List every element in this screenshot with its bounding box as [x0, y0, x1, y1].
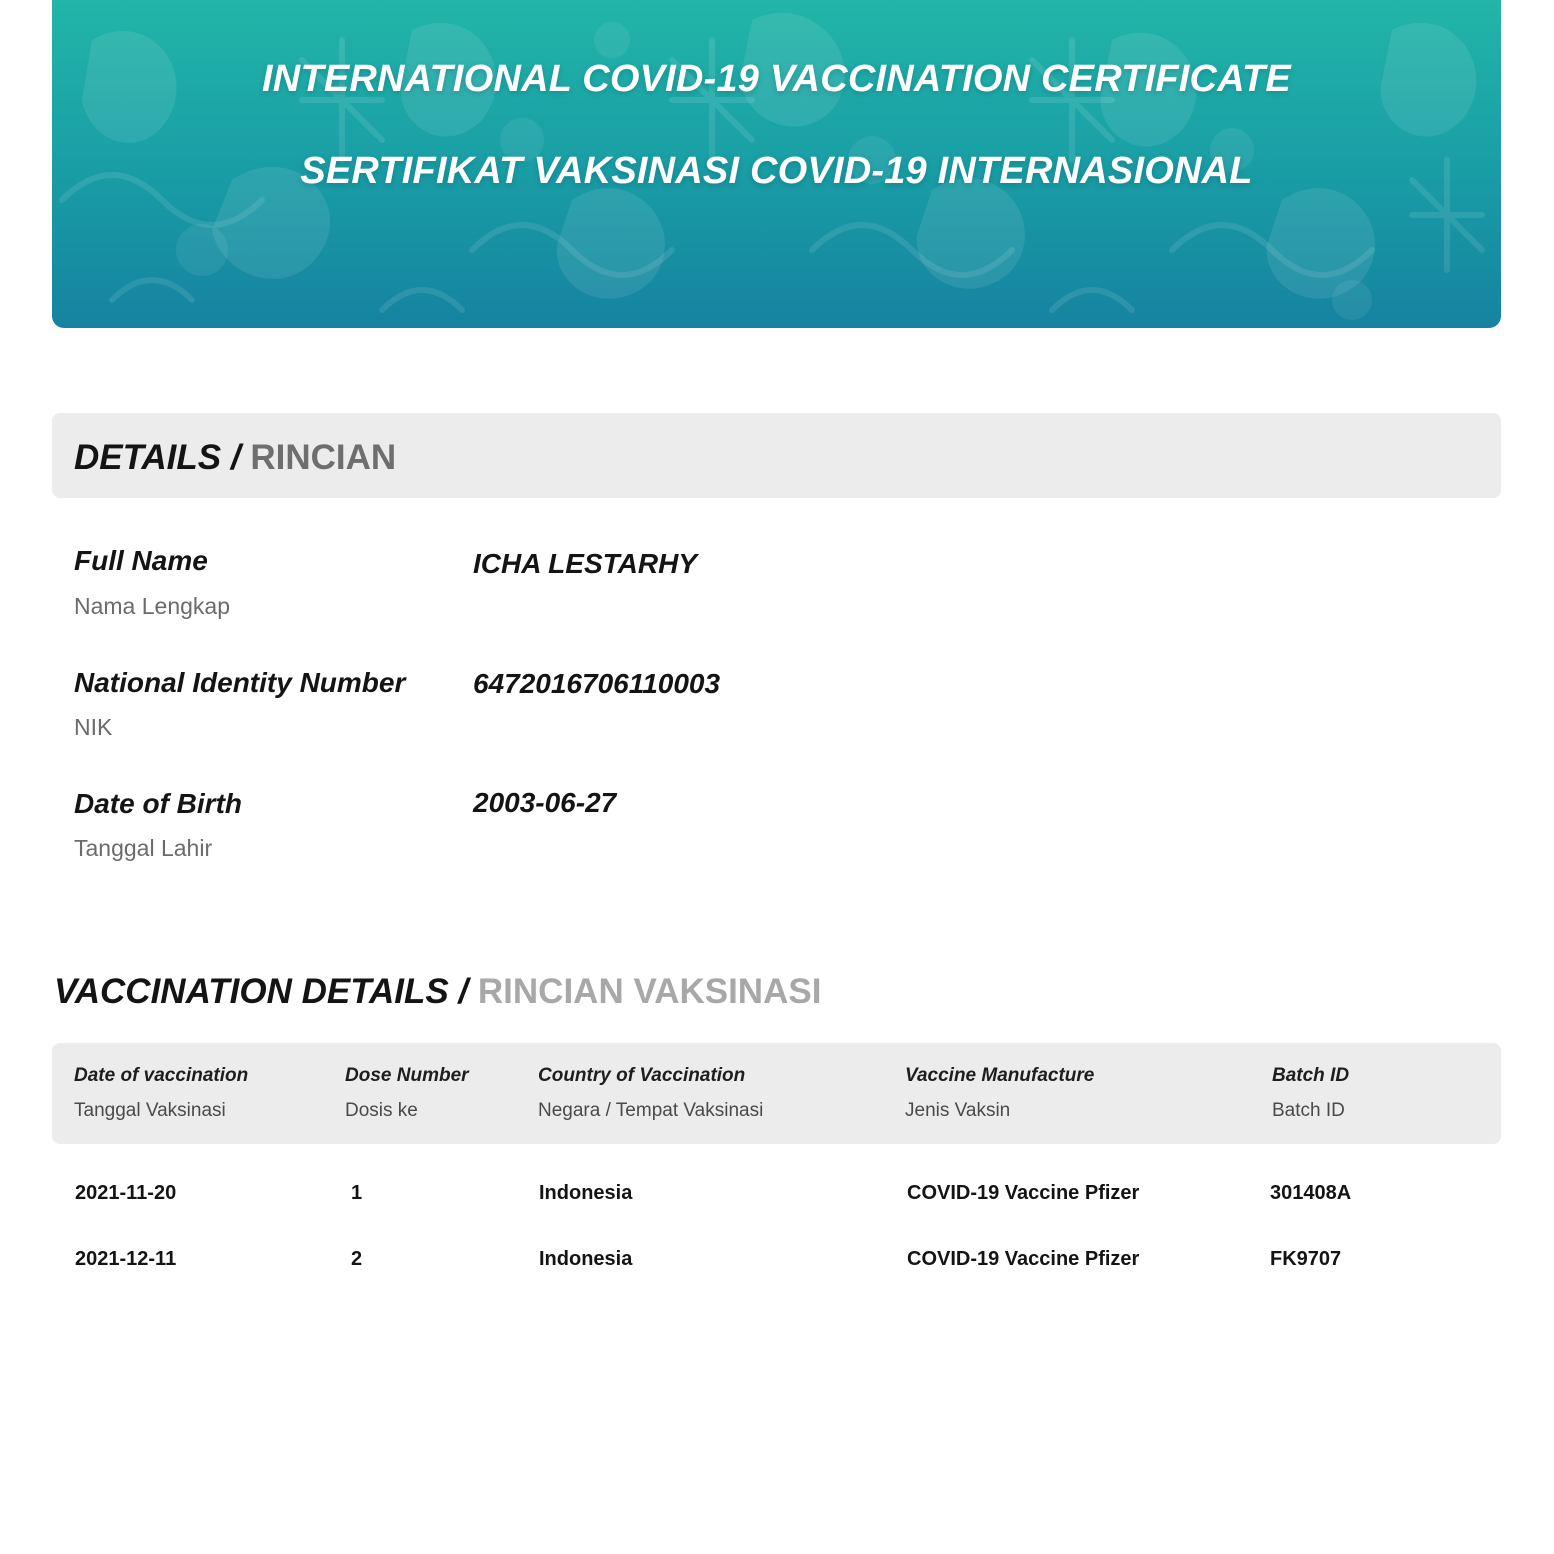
details-section-header [52, 413, 1501, 498]
details-heading-id: RINCIAN [250, 438, 397, 477]
column-header-batch [1272, 1065, 1349, 1122]
column-header-dose-id: Dosis ke [345, 1100, 418, 1121]
cell-dose: 1 [351, 1182, 363, 1204]
vaccination-heading [54, 972, 821, 1012]
column-header-batch-id: Batch ID [1272, 1100, 1345, 1121]
vaccination-heading-id: RINCIAN VAKSINASI [477, 972, 822, 1011]
cell-dose: 2 [351, 1248, 363, 1270]
column-header-date-id: Tanggal Vaksinasi [74, 1100, 226, 1121]
certificate-banner [52, 0, 1501, 328]
dob-value: 2003-06-27 [473, 787, 617, 818]
nik-value: 6472016706110003 [473, 668, 721, 699]
nik-sublabel: NIK [74, 714, 113, 740]
full-name-value: ICHA LESTARHY [473, 548, 697, 579]
details-heading [74, 438, 396, 478]
full-name-sublabel: Nama Lengkap [74, 593, 230, 619]
column-header-date-en: Date of vaccination [74, 1065, 249, 1086]
details-heading-en: DETAILS / [74, 438, 251, 477]
certificate-title-en: INTERNATIONAL COVID-19 VACCINATION CERTIFICATE [262, 58, 1291, 100]
column-header-vaccine [905, 1065, 1094, 1122]
dob-label: Date of Birth [74, 788, 242, 819]
cell-country: Indonesia [539, 1248, 633, 1270]
vaccination-heading-en: VACCINATION DETAILS / [54, 972, 478, 1011]
column-header-country-en: Country of Vaccination [538, 1065, 746, 1086]
vaccination-table-header [52, 1043, 1501, 1144]
column-header-country [538, 1065, 763, 1122]
column-header-date [74, 1065, 248, 1122]
certificate-title-id: SERTIFIKAT VAKSINASI COVID-19 INTERNASIONAL [300, 150, 1253, 192]
cell-country: Indonesia [539, 1182, 633, 1204]
column-header-dose-en: Dose Number [345, 1065, 469, 1086]
cell-batch: 301408A [1270, 1182, 1352, 1204]
column-header-vaccine-en: Vaccine Manufacture [905, 1065, 1095, 1086]
cell-vaccine: COVID-19 Vaccine Pfizer [907, 1248, 1140, 1270]
cell-vaccine: COVID-19 Vaccine Pfizer [907, 1182, 1140, 1204]
cell-batch: FK9707 [1270, 1248, 1342, 1270]
column-header-batch-en: Batch ID [1272, 1065, 1350, 1086]
cell-date: 2021-11-20 [75, 1182, 177, 1204]
cell-date: 2021-12-11 [75, 1248, 177, 1270]
full-name-label: Full Name [74, 545, 208, 576]
column-header-vaccine-id: Jenis Vaksin [905, 1100, 1011, 1121]
nik-label: National Identity Number [74, 667, 406, 698]
column-header-country-id: Negara / Tempat Vaksinasi [538, 1100, 764, 1121]
dob-sublabel: Tanggal Lahir [74, 835, 213, 861]
column-header-dose [345, 1065, 469, 1122]
